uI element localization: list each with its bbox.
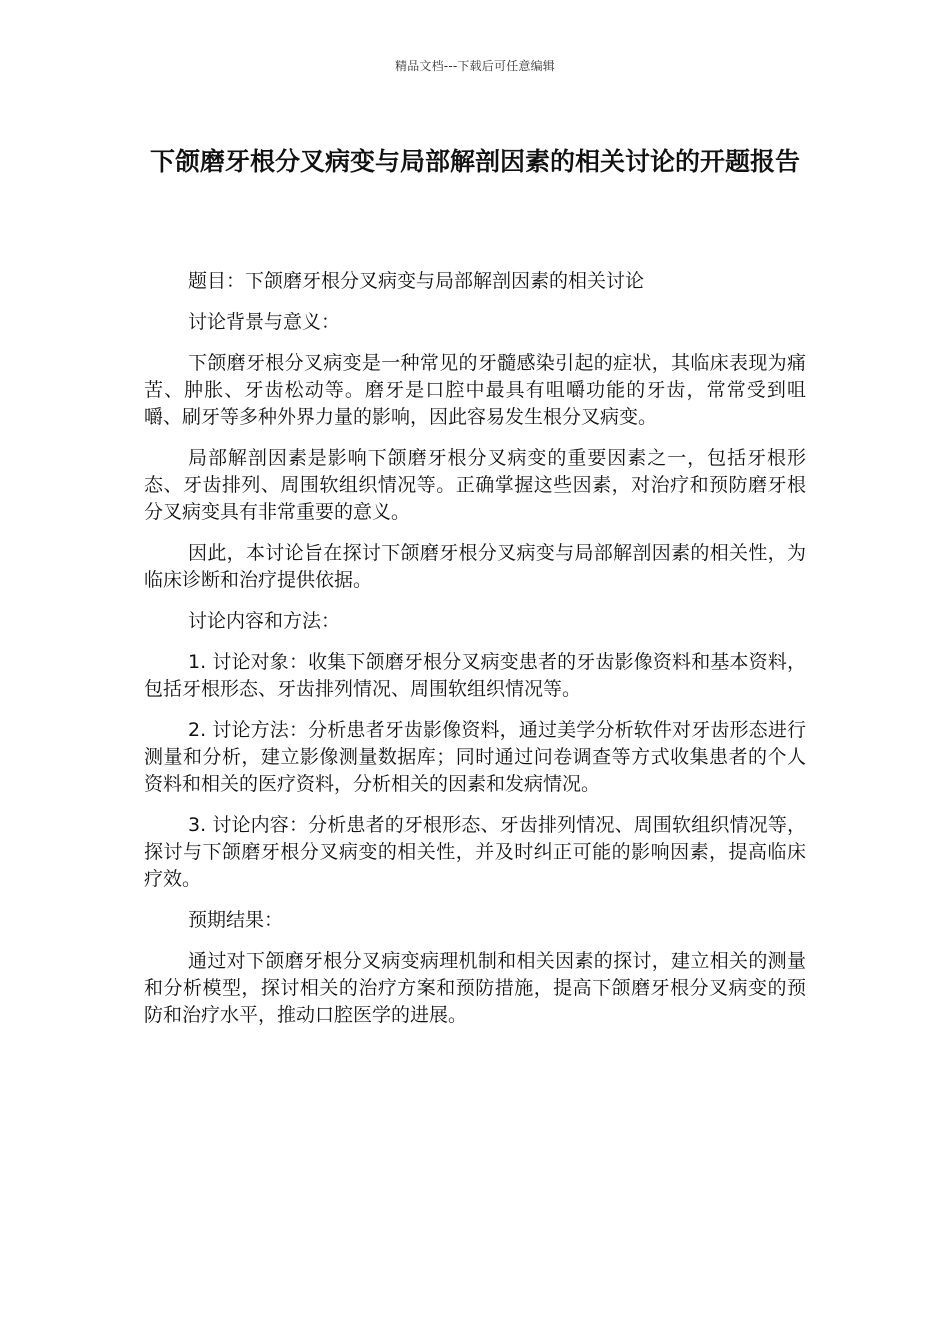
paragraph-method-3: 3. 讨论内容：分析患者的牙根形态、牙齿排列情况、周围软组织情况等，探讨与下颌磨牙根分叉病变的相关性，并及时纠正可能的影响因素，提高临床疗效。 [144,814,806,890]
paragraph-methods-heading: 讨论内容和方法： [188,610,341,632]
paragraph-method-1: 1. 讨论对象：收集下颌磨牙根分叉病变患者的牙齿影像资料和基本资料，包括牙根形态、牙齿排列情况、周围软组织情况等。 [144,651,806,700]
paragraph-results: 通过对下颌磨牙根分叉病变病理机制和相关因素的探讨，建立相关的测量和分析模型，探讨相关的治疗方案和预防措施，提高下颌磨牙根分叉病变的预防和治疗水平，推动口腔医学的进展。 [144,950,806,1026]
paragraph-background-2: 局部解剖因素是影响下颌磨牙根分叉病变的重要因素之一，包括牙根形态、牙齿排列、周围软组织情况等。正确掌握这些因素，对治疗和预防磨牙根分叉病变具有非常重要的意义。 [144,447,806,523]
paragraph-background-heading: 讨论背景与意义： [188,311,341,333]
header-note: 精品文档---下载后可任意编辑 [395,59,555,73]
paragraph-results-heading: 预期结果： [188,909,284,931]
paragraph-method-2: 2. 讨论方法：分析患者牙齿影像资料，通过美学分析软件对牙齿形态进行测量和分析，建立影像测量数据库；同时通过问卷调查等方式收集患者的个人资料和相关的医疗资料，分析相关的因素和发病情况。 [144,719,806,795]
document-title: 下颌磨牙根分叉病变与局部解剖因素的相关讨论的开题报告 [149,147,800,176]
paragraph-topic: 题目：下颌磨牙根分叉病变与局部解剖因素的相关讨论 [188,270,645,292]
paragraph-background-3: 因此，本讨论旨在探讨下颌磨牙根分叉病变与局部解剖因素的相关性，为临床诊断和治疗提供依据。 [144,542,806,591]
paragraph-background-1: 下颌磨牙根分叉病变是一种常见的牙髓感染引起的症状，其临床表现为痛苦、肿胀、牙齿松动等。磨牙是口腔中最具有咀嚼功能的牙齿，常常受到咀嚼、刷牙等多种外界力量的影响，因此容易发生根分叉病变。 [144,352,806,428]
document-body [144,268,806,1043]
